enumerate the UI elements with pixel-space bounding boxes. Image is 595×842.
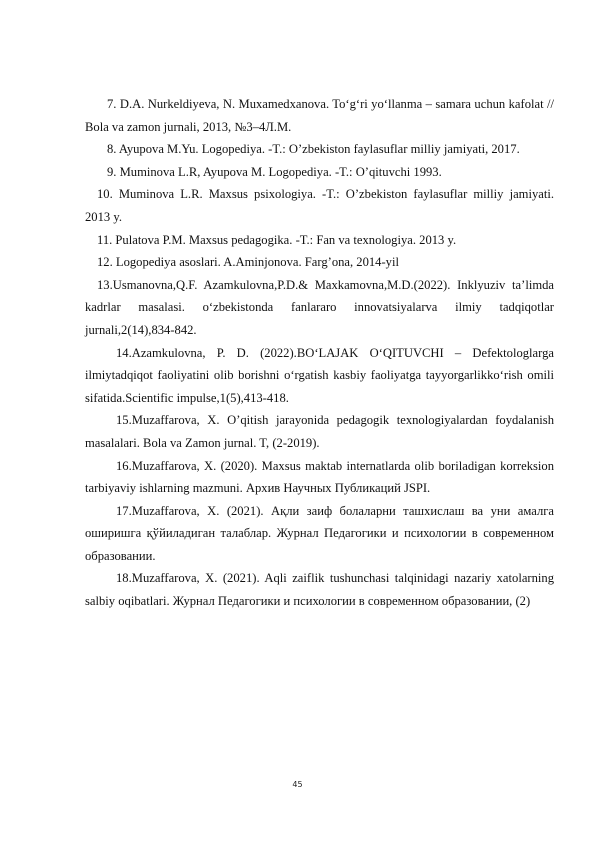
reference-item: 12. Logopediya asoslari. A.Aminjonova. Farg’ona, 2014-yil	[97, 255, 399, 270]
reference-item: 7. D.A. Nurkeldiyeva, N. Muxamedxanova. To‘g‘ri yo‘llanma – samara uchun kafolat // Bola va zamon jurnali, 2013, №3–4Л.М.	[85, 97, 554, 134]
reference-item: 18.Muzaffarova, X. (2021). Aqli zaiflik tushunchasi talqinidagi nazariy xatolarning salbiy oqibatlari. Журнал Педагогики и психологии в современном образовании, (2)	[85, 571, 554, 609]
reference-item: 8. Ayupova M.Yu. Logopediya. -T.: O’zbekiston faylasuflar milliy jamiyati, 2017.	[107, 142, 520, 157]
reference-item: 17.Muzaffarova, X. (2021). Ақли заиф болаларни ташхислаш ва уни амалга оширишга қўйиладиган талаблар. Журнал Педагогики и психологии в современном образовании.	[85, 503, 554, 563]
reference-list	[85, 93, 554, 613]
reference-item: 14.Azamkulovna, P. D. (2022).BO‘LAJAK O‘QITUVCHI – Defektologlarga ilmiytadqiqot faoliyatini olib borishni o‘rgatish kasbiy faoliyatga tayyorgarlikko‘rish omili sifatida.Scientific impulse,1(5),413-418.	[85, 345, 554, 405]
reference-item: 9. Muminova L.R, Ayupova M. Logopediya. -T.: O’qituvchi 1993.	[107, 164, 442, 179]
reference-item: 11. Pulatova P.M. Maxsus pedagogika. -T.: Fan va texnologiya. 2013 y.	[97, 232, 457, 247]
page-number: 45	[292, 780, 303, 789]
reference-item: 10. Muminova L.R. Maxsus psixologiya. -T.: O’zbekiston faylasuflar milliy jamiyati. 2013 y.	[85, 187, 554, 224]
reference-item: 13.Usmanovna,Q.F. Azamkulovna,P.D.& Maxkamovna,M.D.(2022). Inklyuziv ta’limda kadrlar masalasi. o‘zbekistonda fanlararo innovatsiyalarva ilmiy tadqiqotlar jurnali,2(14),834-842.	[85, 277, 554, 337]
reference-item: 15.Muzaffarova, X. O’qitish jarayonida pedagogik texnologiyalardan foydalanish masalalari. Bola va Zamon jurnal. T, (2-2019).	[85, 413, 554, 450]
reference-item: 16.Muzaffarova, X. (2020). Maxsus maktab internatlarda olib boriladigan korreksion tarbiyaviy ishlarning mazmuni. Архив Научных Публикаций JSPI.	[85, 458, 554, 496]
